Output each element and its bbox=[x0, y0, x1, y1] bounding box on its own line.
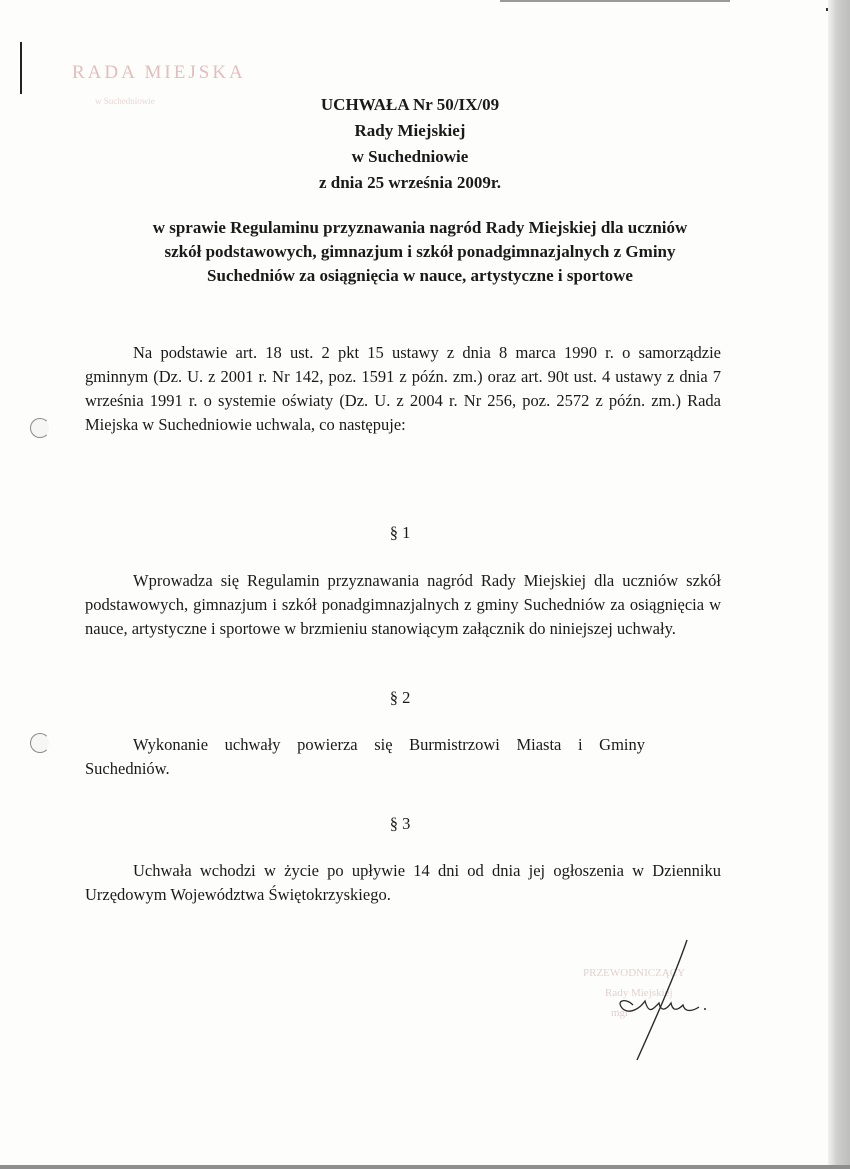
subject-line: Suchedniów za osiągnięcia w nauce, artystyczne i sportowe bbox=[207, 266, 633, 285]
scan-edge-shadow bbox=[828, 0, 850, 1169]
section-text-3: Uchwała wchodzi w życie po upływie 14 dni od dnia jej ogłoszenia w Dzienniku Urzędowym Województwa Świętokrzyskiego. bbox=[85, 861, 721, 904]
signature-stamp-degree: mgr bbox=[611, 1007, 629, 1019]
scan-artifact-top bbox=[500, 0, 730, 2]
section-heading-3: § 3 bbox=[389, 814, 411, 833]
signature-block bbox=[575, 935, 755, 1065]
section-text-2: Wykonanie uchwały powierza się Burmistrzowi Miasta i Gminy Suchedniów. bbox=[85, 735, 645, 778]
resolution-header bbox=[140, 92, 680, 196]
legal-basis-paragraph: Na podstawie art. 18 ust. 2 pkt 15 ustawy z dnia 8 marca 1990 r. o samorządzie gminnym (Dz. U. z 2001 r. Nr 142, poz. 1591 z późn. zm.) oraz art. 90t ust. 4 ustawy z dnia 7 września 1991 r. o systemie oświaty (Dz. U. z 2004 r. Nr 256, poz. 2572 z późn. zm.) Rada Miejska w Suchedniowie uchwala, co następuje: bbox=[85, 343, 721, 434]
section-heading-1: § 1 bbox=[389, 523, 411, 542]
resolution-number: UCHWAŁA Nr 50/IX/09 bbox=[320, 95, 500, 114]
margin-mark bbox=[20, 42, 22, 94]
resolution-body: Rady Miejskiej bbox=[354, 121, 466, 140]
section-heading-2: § 2 bbox=[389, 688, 411, 707]
resolution-date: z dnia 25 września 2009r. bbox=[318, 173, 502, 192]
signature-stamp-body: Rady Miejskiej bbox=[605, 987, 673, 999]
council-stamp-subtitle: w Suchedniowie bbox=[95, 96, 155, 106]
subject-line: szkół podstawowych, gimnazjum i szkół ponadgimnazjalnych z Gminy bbox=[164, 242, 676, 261]
handwritten-signature bbox=[575, 935, 755, 1065]
scan-artifact-bottom bbox=[0, 1165, 850, 1169]
council-stamp: RADA MIEJSKA bbox=[72, 62, 246, 83]
resolution-place: w Suchedniowie bbox=[351, 147, 469, 166]
subject-line: w sprawie Regulaminu przyznawania nagród Rady Miejskiej dla uczniów bbox=[152, 218, 688, 237]
signature-stamp-title: PRZEWODNICZĄCY bbox=[583, 967, 686, 979]
section-text-1: Wprowadza się Regulamin przyznawania nagród Rady Miejskiej dla uczniów szkół podstawowych, gimnazjum i szkół ponadgimnazjalnych z gminy Suchedniów za osiągnięcia w nauce, artystyczne i sportowe w brzmieniu stanowiącym załącznik do niniejszej uchwały. bbox=[85, 571, 721, 638]
punch-hole-icon bbox=[30, 418, 50, 438]
resolution-subject bbox=[60, 216, 780, 288]
punch-hole-icon bbox=[30, 733, 50, 753]
